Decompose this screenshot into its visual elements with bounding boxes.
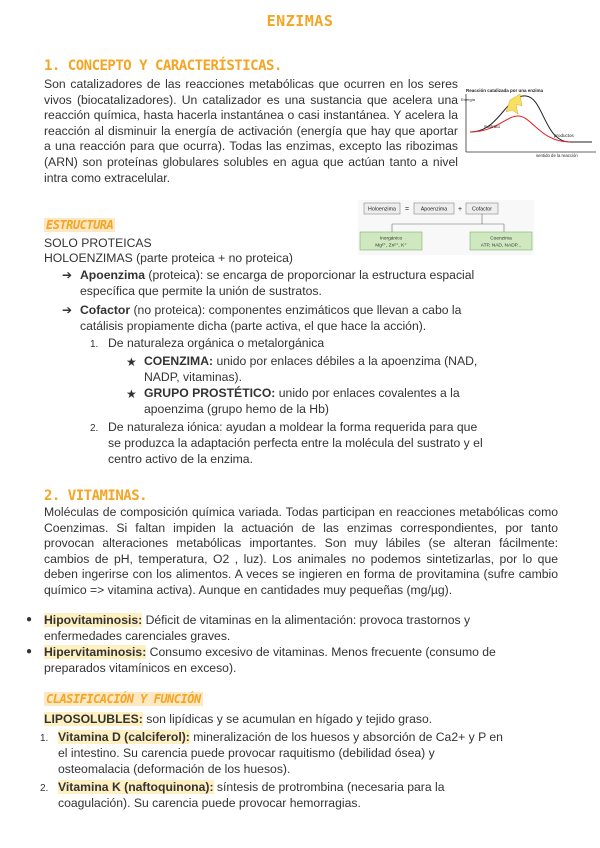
cofactor-text: (no proteica): componentes enzimáticos que llevan a cabo la [130,303,462,317]
hipervitaminosis-text-2: preparados vitamínicos en exceso). [44,661,237,675]
grupo-term: GRUPO PROSTÉTICO: [144,386,276,400]
coenzima-term: COENZIMA: [144,354,214,368]
liposolubles-text: son lipídicas y se acumulan en hígado y tejido graso. [142,712,433,726]
bullet-icon: ● [26,646,33,657]
cofactor-text-2: catálisis propiamente dicha (parte activa, el que hace la acción). [80,319,427,333]
holoenzimas-line: HOLOENZIMAS (parte proteica + no proteica) [44,251,293,265]
figure-products-label: productos [554,133,574,138]
figure-substrate-label: sustrato [484,124,501,129]
vitamina-d-text: mineralización de los huesos y absorción de Ca2+ y P en [189,730,503,744]
estructura-heading-text: ESTRUCTURA [46,218,114,232]
concepto-paragraph: Son catalizadores de las reacciones metabólicas que ocurren en los seres vivos (biocatalizadores). Un catalizador es una sustancia que acelera una reacción química, hasta hacerla instantánea o casi instantánea. Y acelera la reacción al disminuir la energía de activación (energía que hay que aportar a una reacción para que ocurra). Todas las enzimas, excepto las ribozimas (ARN) son proteínas globulares solubles en agua que actúan tanto a nivel intra como extracelular. [44,77,458,185]
star-icon: ★ [126,387,137,401]
equals-sign: = [404,206,410,213]
arrow-icon: ➔ [62,303,73,317]
vitamin-list-number-2: 2. [40,783,49,794]
hipervitaminosis-term: Hipervitaminosis: [44,645,147,659]
apoenzima-term: Apoenzima [80,268,146,282]
vitamina-k-item [58,780,445,796]
activation-energy-figure [460,86,598,158]
coenzima-text-2: NADP, vitaminas). [144,370,242,384]
cofactor-item [80,303,461,319]
list-number-2: 2. [90,423,99,434]
liposolubles-term: LIPOSOLUBLES: [44,712,143,726]
vitamina-k-text-2: coagulación). Su carencia puede provocar hemorragias. [58,796,361,810]
hipovitaminosis-text-2: enfermedades carenciales graves. [44,629,231,643]
grupo-text: unido por enlaces covalentes a la [275,386,460,400]
figure-x-label: sentido de la reacción [536,153,578,158]
holoenzyme-diagram [358,200,534,255]
apoenzima-text-2: específica que permite la unión de sustratos. [80,284,322,298]
estructura-heading [44,218,115,232]
grupo-text-2: apoenzima (grupo hemo de la Hb) [144,402,329,416]
hipervitaminosis-text: Consumo excesivo de vitaminas. Menos frecuente (consumo de [146,645,496,659]
vitamina-d-text-3: osteomalacia (deformación de los huesos). [58,762,291,776]
ionic-nature-2: se produzca la adaptación perfecta entre la molécula del sustrato y el [108,436,483,450]
solo-proteicas: SOLO PROTEICAS [44,236,152,250]
coenzima-item [144,354,477,370]
cofactor-term: Cofactor [80,303,131,317]
organic-nature: De naturaleza orgánica o metalorgánica [108,336,325,350]
vitamina-d-item [58,730,503,746]
inorganic-examples: Mg²⁺, Zn²⁺, K⁺ [375,243,407,249]
vitamina-k-term: Vitamina K (naftoquinona): [58,780,214,794]
grupo-item [144,386,460,402]
ionic-nature-3: centro activo de la enzima. [108,452,253,466]
ionic-nature: De naturaleza iónica: ayudan a moldear la forma requerida para que [108,420,478,434]
section-heading-concepto: 1. CONCEPTO Y CARACTERÍSTICAS. [44,58,282,74]
inorganic-label: Inorgánico [379,236,403,242]
star-icon: ★ [126,355,137,369]
vitamina-d-term: Vitamina D (calciferol): [58,730,190,744]
arrow-icon: ➔ [62,268,73,282]
hipovitaminosis-item [44,613,470,629]
cofactor-label: Cofactor [471,206,493,213]
apoenzima-label: Apoenzima [420,206,448,213]
vitamina-d-text-2: el intestino. Su carencia puede provocar raquitismo (debilidad ósea) y [58,746,435,760]
hipovitaminosis-term: Hipovitaminosis: [44,613,143,627]
bullet-icon: ● [26,614,33,625]
apoenzima-text: (proteica): se encarga de proporcionar la estructura espacial [145,268,475,282]
coenzyme-label: Coenzima [490,236,512,242]
vitamin-list-number-1: 1. [40,733,49,744]
vitamina-k-text: síntesis de protrombina (necesaria para la [213,780,445,794]
list-number-1: 1. [90,339,99,350]
liposolubles-line [44,712,432,728]
coenzyme-examples: ATP, NAD, NADP... [480,243,522,249]
vitaminas-paragraph: Moléculas de composición química variada. Todas participan en reacciones metabólicas como Coenzimas. Si faltan impiden la actuación de las enzimas correspondientes, por tanto provocan alteraciones metabólicas importantes. Son muy lábiles (se alteran fácilmente: cambios de pH, temperatura, O2 , luz). Los animales no podemos sintetizarlas, por lo que deben ingerirse con los alimentos. A veces se ingieren en forma de provitamina (sufre cambio químico => vitamina activa). Aunque en cantidades muy pequeñas (mg/µg). [44,505,558,597]
hipervitaminosis-item [44,645,496,661]
figure-y-label: Energía [461,97,476,102]
page-title: ENZIMAS [266,12,334,30]
clasificacion-heading [44,692,203,706]
holoenzima-label: Holoenzima [368,206,396,213]
figure-title: Reacción catalizada por una enzima [466,88,544,93]
coenzima-text: unido por enlaces débiles a la apoenzima (NAD, [213,354,478,368]
apoenzima-item [80,268,474,284]
clasificacion-heading-text: CLASIFICACIÓN Y FUNCIÓN [46,692,201,706]
hipovitaminosis-text: Déficit de vitaminas en la alimentación: provoca trastornos y [142,613,471,627]
section-heading-vitaminas: 2. VITAMINAS. [44,488,148,504]
plus-sign: + [457,206,463,213]
